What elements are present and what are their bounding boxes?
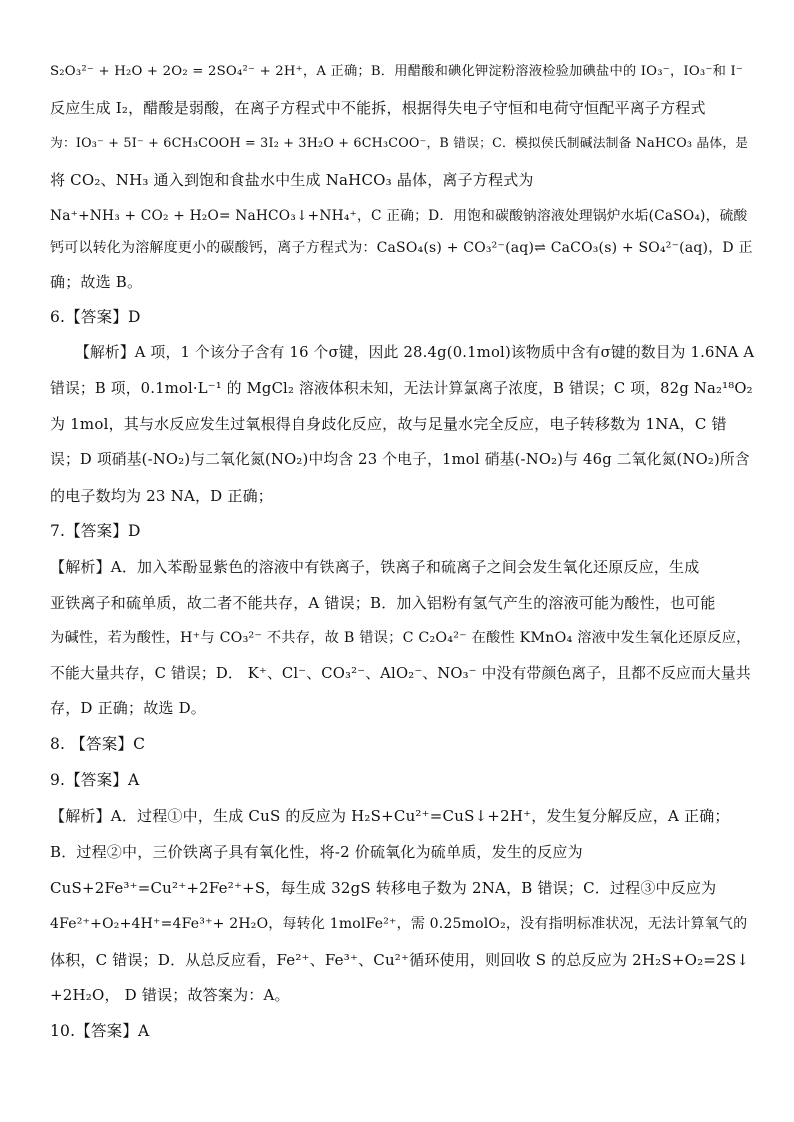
text-line: 【解析】A．过程①中，生成 CuS 的反应为 H₂S+Cu²⁺=CuS↓+2H⁺，发生复分解反应，A 正确； (50, 807, 730, 825)
text-line: Na⁺+NH₃ + CO₂ + H₂O= NaHCO₃↓+NH₄⁺，C 正确；D．用饱和碳酸钠溶液处理锅炉水垢(CaSO₄)，硫酸 (50, 208, 748, 224)
answer-heading: 10.【答案】A (50, 1022, 150, 1040)
text-line: 为 1mol，其与水反应发生过氧根得自身歧化反应，故与足量水完全反应，电子转移数为 1NA，C 错 (50, 415, 727, 433)
text-line: 误；D 项硝基(-NO₂)与二氧化氮(NO₂)中均含 23 个电子，1mol 硝基(-NO₂)与 46g 二氧化氮(NO₂)所含 (50, 451, 750, 468)
text-line: B．过程②中，三价铁离子具有氧化性，将-2 价硫氧化为硫单质，发生的反应为 (50, 843, 583, 861)
text-line: CuS+2Fe³⁺=Cu²⁺+2Fe²⁺+S，每生成 32gS 转移电子数为 2NA，B 错误；C．过程③中反应为 (50, 879, 717, 897)
text-line: 钙可以转化为溶解度更小的碳酸钙，离子方程式为：CaSO₄(s) + CO₃²⁻(aq)⇌ CaCO₃(s) + SO₄²⁻(aq)，D 正 (50, 240, 753, 256)
answer-heading: 9.【答案】A (50, 771, 140, 789)
text-line: 【解析】A 项，1 个该分子含有 16 个σ键，因此 28.4g(0.1mol)该物质中含有σ键的数目为 1.6NA A (75, 344, 755, 361)
text-line: 为碱性，若为酸性，H⁺与 CO₃²⁻ 不共存，故 B 错误；C C₂O₄²⁻ 在酸性 KMnO₄ 溶液中发生氧化还原反应， (50, 630, 751, 646)
answer-heading: 7.【答案】D (50, 522, 141, 540)
text-line: 体积，C 错误；D．从总反应看，Fe²⁺、Fe³⁺、Cu²⁺循环使用，则回收 S 的总反应为 2H₂S+O₂=2S↓ (50, 951, 750, 969)
text-line: 4Fe²⁺+O₂+4H⁺=4Fe³⁺+ 2H₂O，每转化 1molFe²⁺，需 0.25molO₂，没有指明标准状况，无法计算氧气的 (50, 916, 748, 932)
text-line: 将 CO₂、NH₃ 通入到饱和食盐水中生成 NaHCO₃ 晶体，离子方程式为 (50, 171, 534, 189)
text-line: 确；故选 B。 (50, 273, 143, 291)
text-line: 反应生成 I₂，醋酸是弱酸，在离子方程式中不能拆，根据得失电子守恒和电荷守恒配平离子方程式 (50, 99, 706, 117)
text-line: 亚铁离子和硫单质，故二者不能共存，A 错误；B．加入铝粉有氢气产生的溶液可能为酸性，也可能 (50, 594, 716, 612)
text-line: 【解析】A．加入苯酚显紫色的溶液中有铁离子，铁离子和硫离子之间会发生氧化还原反应，生成 (50, 558, 700, 576)
text-line: 的电子数均为 23 NA，D 正确； (50, 487, 273, 505)
text-line: 存，D 正确；故选 D。 (50, 699, 206, 717)
text-line: S₂O₃²⁻ + H₂O + 2O₂ = 2SO₄²⁻ + 2H⁺，A 正确；B．用醋酸和碘化钾淀粉溶液检验加碘盐中的 IO₃⁻，IO₃⁻和 I⁻ (50, 64, 744, 79)
answer-heading: 8. 【答案】C (50, 735, 146, 753)
answer-heading: 6.【答案】D (50, 308, 141, 326)
text-line: 错误；B 项，0.1mol·L⁻¹ 的 MgCl₂ 溶液体积未知，无法计算氯离子浓度，B 错误；C 项，82g Na₂¹⁸O₂ (50, 380, 753, 397)
text-line: 不能大量共存，C 错误；D． K⁺、Cl⁻、CO₃²⁻、AlO₂⁻、NO₃⁻ 中没有带颜色离子，且都不反应而大量共 (50, 665, 751, 682)
text-line: +2H₂O， D 错误；故答案为：A。 (50, 986, 290, 1004)
text-line: 为：IO₃⁻ + 5I⁻ + 6CH₃COOH = 3I₂ + 3H₂O + 6CH₃COO⁻，B 错误；C．模拟侯氏制碱法制备 NaHCO₃ 晶体，是 (50, 136, 749, 151)
